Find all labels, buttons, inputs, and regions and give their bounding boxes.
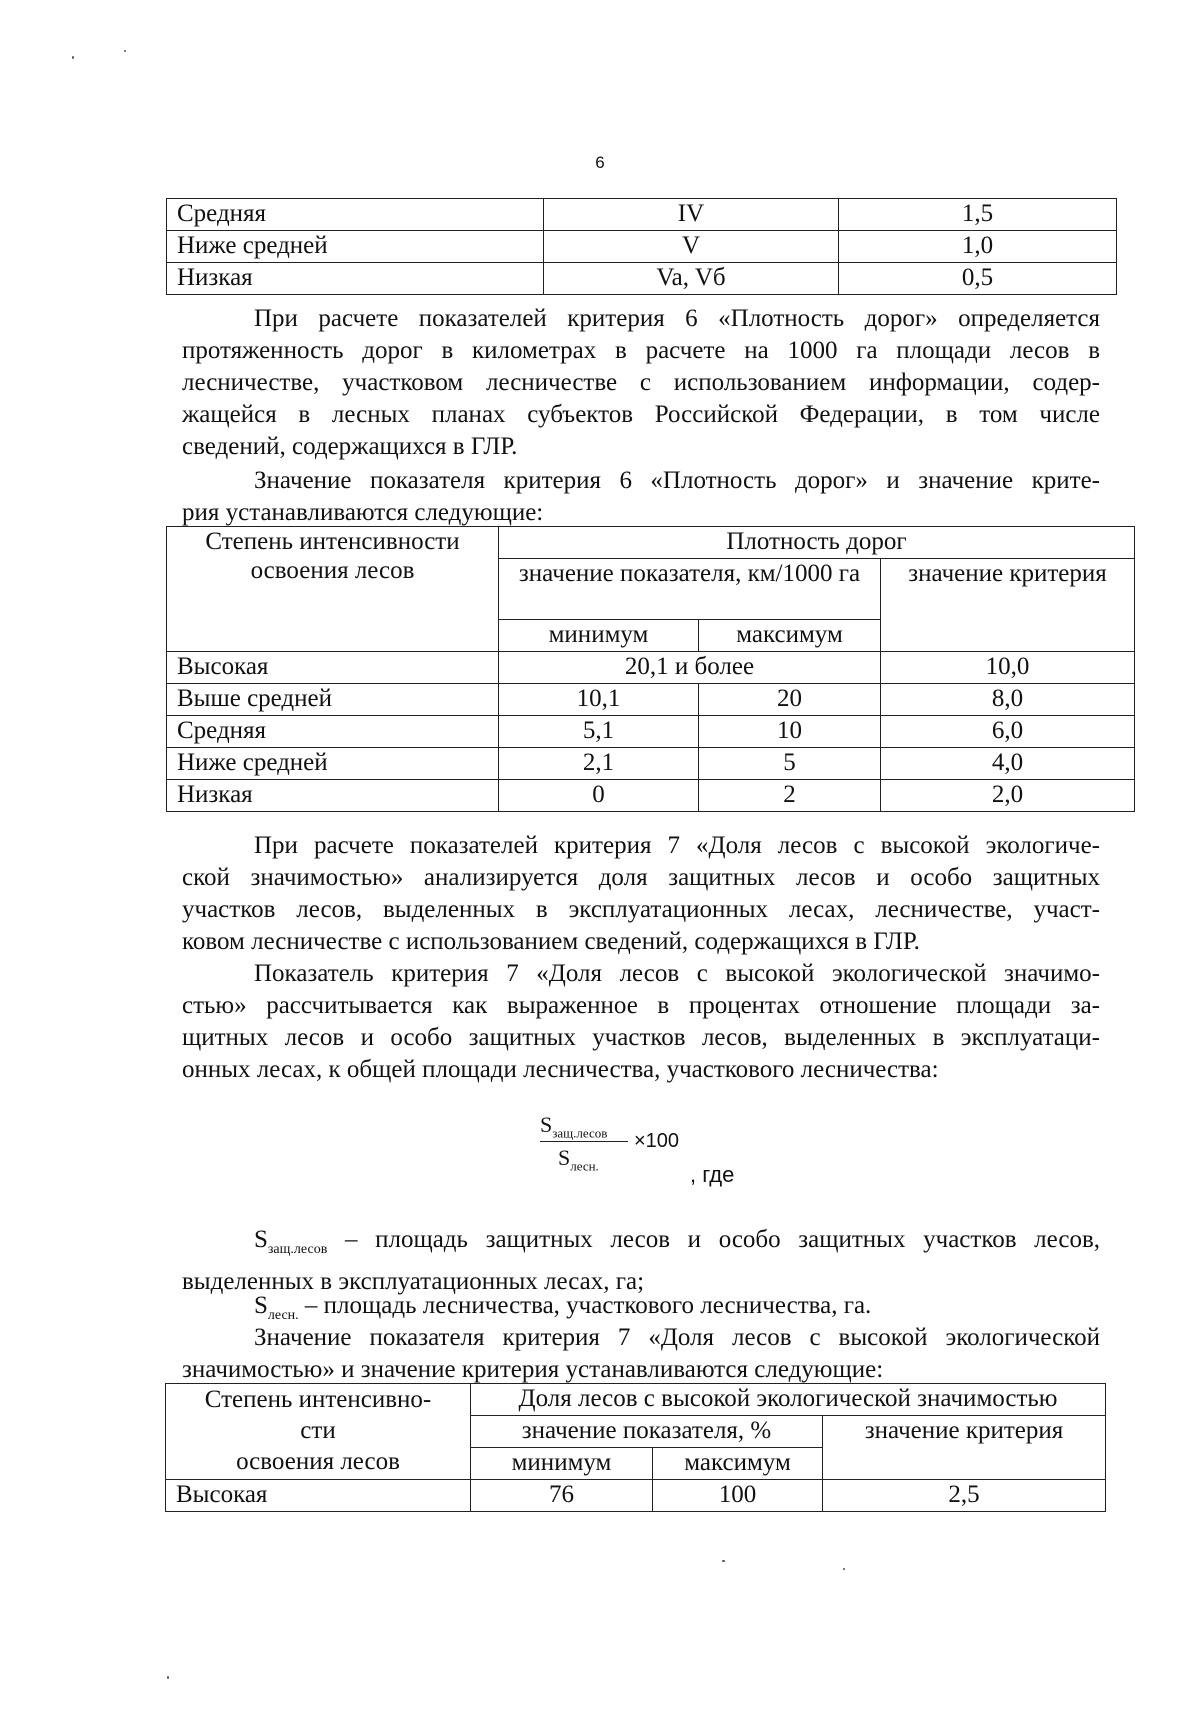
text-line: Значение показателя критерия 6 «Плотность дорог» и значение крите- (254, 467, 1100, 494)
text-line: Значение показателя критерия 7 «Доля лесов с высокой экологической (254, 1324, 1100, 1351)
paragraph-table3-intro (182, 1322, 1100, 1386)
paragraph-table2-intro (182, 465, 1100, 529)
scan-speck (72, 56, 74, 59)
header-indicator-value: значение показателя, км/1000 га (499, 559, 881, 620)
table-cell: 8,0 (881, 684, 1135, 716)
text-line: протяженность дорог в километрах в расчете на 1000 га площади лесов в (182, 337, 1100, 364)
header-road-density: Плотность дорог (499, 527, 1135, 559)
header-line: освоения лесов (236, 1448, 400, 1475)
table-cell: Высокая (166, 1480, 471, 1512)
text-line: рия устанавливаются следующие: (182, 499, 544, 526)
table-cell: 1,0 (839, 231, 1117, 263)
header-indicator-value: значение показателя, % (471, 1416, 823, 1448)
table-cell: Средняя (167, 199, 544, 231)
table-ecological-significance (165, 1383, 1106, 1512)
text-line: При расчете показателей критерия 7 «Доля лесов с высокой экологиче- (254, 832, 1100, 859)
table-cell: Ниже средней (167, 748, 499, 780)
text-line: Показатель критерия 7 «Доля лесов с высокой экологической значимо- (254, 960, 1100, 987)
table-cell: 10 (699, 716, 881, 748)
table-cell: Низкая (167, 780, 499, 812)
table-cell: 20 (699, 684, 881, 716)
table-row (167, 716, 1135, 748)
header-maximum: максимум (653, 1448, 823, 1480)
table-cell: 2 (699, 780, 881, 812)
text-line: ской значимостью» анализируется доля защитных лесов и особо защитных (182, 864, 1100, 891)
text-line: лесничестве, участковом лесничестве с использованием информации, содер- (182, 369, 1100, 396)
table-road-density (166, 526, 1135, 812)
table-cell: 0 (499, 780, 699, 812)
text-line: участков лесов, выделенных в эксплуатационных лесах, лесничестве, участ- (182, 896, 1100, 923)
table-continuation (166, 198, 1117, 295)
header-line: сти (300, 1417, 336, 1444)
header-line: Степень интенсивно- (204, 1386, 432, 1413)
page-number: 6 (595, 153, 605, 172)
text-line: щитных лесов и особо защитных участков лесов, выделенных в эксплуатаци- (182, 1024, 1100, 1051)
table-cell: 100 (653, 1480, 823, 1512)
table-cell: 10,1 (499, 684, 699, 716)
formula-denominator: $S_{лесн.}$ (558, 1145, 599, 1174)
paragraph-road-density (182, 303, 1100, 463)
paragraph-criterion7-analysis (182, 830, 1100, 958)
header-criterion-value: значение критерия (823, 1416, 1106, 1480)
text-line: При расчете показателей критерия 6 «Плотность дорог» определяется (254, 305, 1100, 332)
table-cell: Ниже средней (167, 231, 544, 263)
table-row (166, 1480, 1106, 1512)
table-cell: 2,5 (823, 1480, 1106, 1512)
scan-speck (843, 1568, 845, 1570)
table-cell: Низкая (167, 263, 544, 295)
header-minimum: минимум (499, 620, 699, 652)
header-intensity (166, 1384, 471, 1480)
table-cell: 20,1 и более (499, 652, 881, 684)
table-row (167, 199, 1117, 231)
fraction-bar (540, 1141, 628, 1142)
formula (540, 1112, 760, 1192)
table-cell: 0,5 (839, 263, 1117, 295)
text-line: ковом лесничестве с использованием сведений, содержащихся в ГЛР. (182, 928, 920, 955)
table-cell: Средняя (167, 716, 499, 748)
table-cell: 76 (471, 1480, 653, 1512)
header-intensity: Степень интенсивности освоения лесов (167, 527, 499, 652)
table-row (167, 231, 1117, 263)
table-cell: 1,5 (839, 199, 1117, 231)
scan-speck (167, 1676, 169, 1679)
table-header-row (167, 527, 1135, 559)
table-row (167, 263, 1117, 295)
table-cell: V (544, 231, 839, 263)
table-cell: 5 (699, 748, 881, 780)
table-cell: 2,0 (881, 780, 1135, 812)
text-line: $S_{лесн.}$ – площадь лесничества, участкового лесничества, га. (254, 1292, 872, 1323)
table-row (167, 652, 1135, 684)
text-line: онных лесах, к общей площади лесничества, участкового лесничества: (182, 1056, 939, 1083)
formula-multiplier: ×100 (634, 1130, 680, 1152)
table-cell: 6,0 (881, 716, 1135, 748)
header-ecological-share: Доля лесов с высокой экологической значимостью (471, 1384, 1106, 1416)
table-cell: 2,1 (499, 748, 699, 780)
text-line: сведений, содержащихся в ГЛР. (182, 433, 518, 460)
table-row (167, 748, 1135, 780)
scan-speck (124, 50, 126, 52)
table-header-row (166, 1384, 1106, 1416)
table-row (167, 780, 1135, 812)
formula-where: , где (690, 1162, 735, 1187)
table-cell: Высокая (167, 652, 499, 684)
header-maximum: максимум (699, 620, 881, 652)
text-line: $S_{защ.лесов}$ – площадь защитных лесов и особо защитных участков лесов, (254, 1226, 1100, 1257)
table-cell: IV (544, 199, 839, 231)
text-line: стью» рассчитывается как выраженное в процентах отношение площади за- (182, 992, 1100, 1019)
scan-speck (722, 1560, 725, 1562)
formula-numerator: $S_{защ.лесов}$ (540, 1112, 608, 1141)
header-minimum: минимум (471, 1448, 653, 1480)
paragraph-criterion7-calculation (182, 958, 1100, 1086)
header-criterion-value: значение критерия (881, 559, 1135, 652)
table-row (167, 684, 1135, 716)
table-cell: 10,0 (881, 652, 1135, 684)
text-line: выделенных в эксплуатационных лесах, га; (182, 1268, 645, 1295)
definition-protective-forests (182, 1224, 1100, 1298)
table-cell: Выше средней (167, 684, 499, 716)
table-cell: Va, Vб (544, 263, 839, 295)
text-line: значимостью» и значение критерия устанавливаются следующие: (182, 1356, 884, 1383)
table-cell: 4,0 (881, 748, 1135, 780)
text-line: жащейся в лесных планах субъектов Российской Федерации, в том числе (182, 401, 1100, 428)
table-cell: 5,1 (499, 716, 699, 748)
